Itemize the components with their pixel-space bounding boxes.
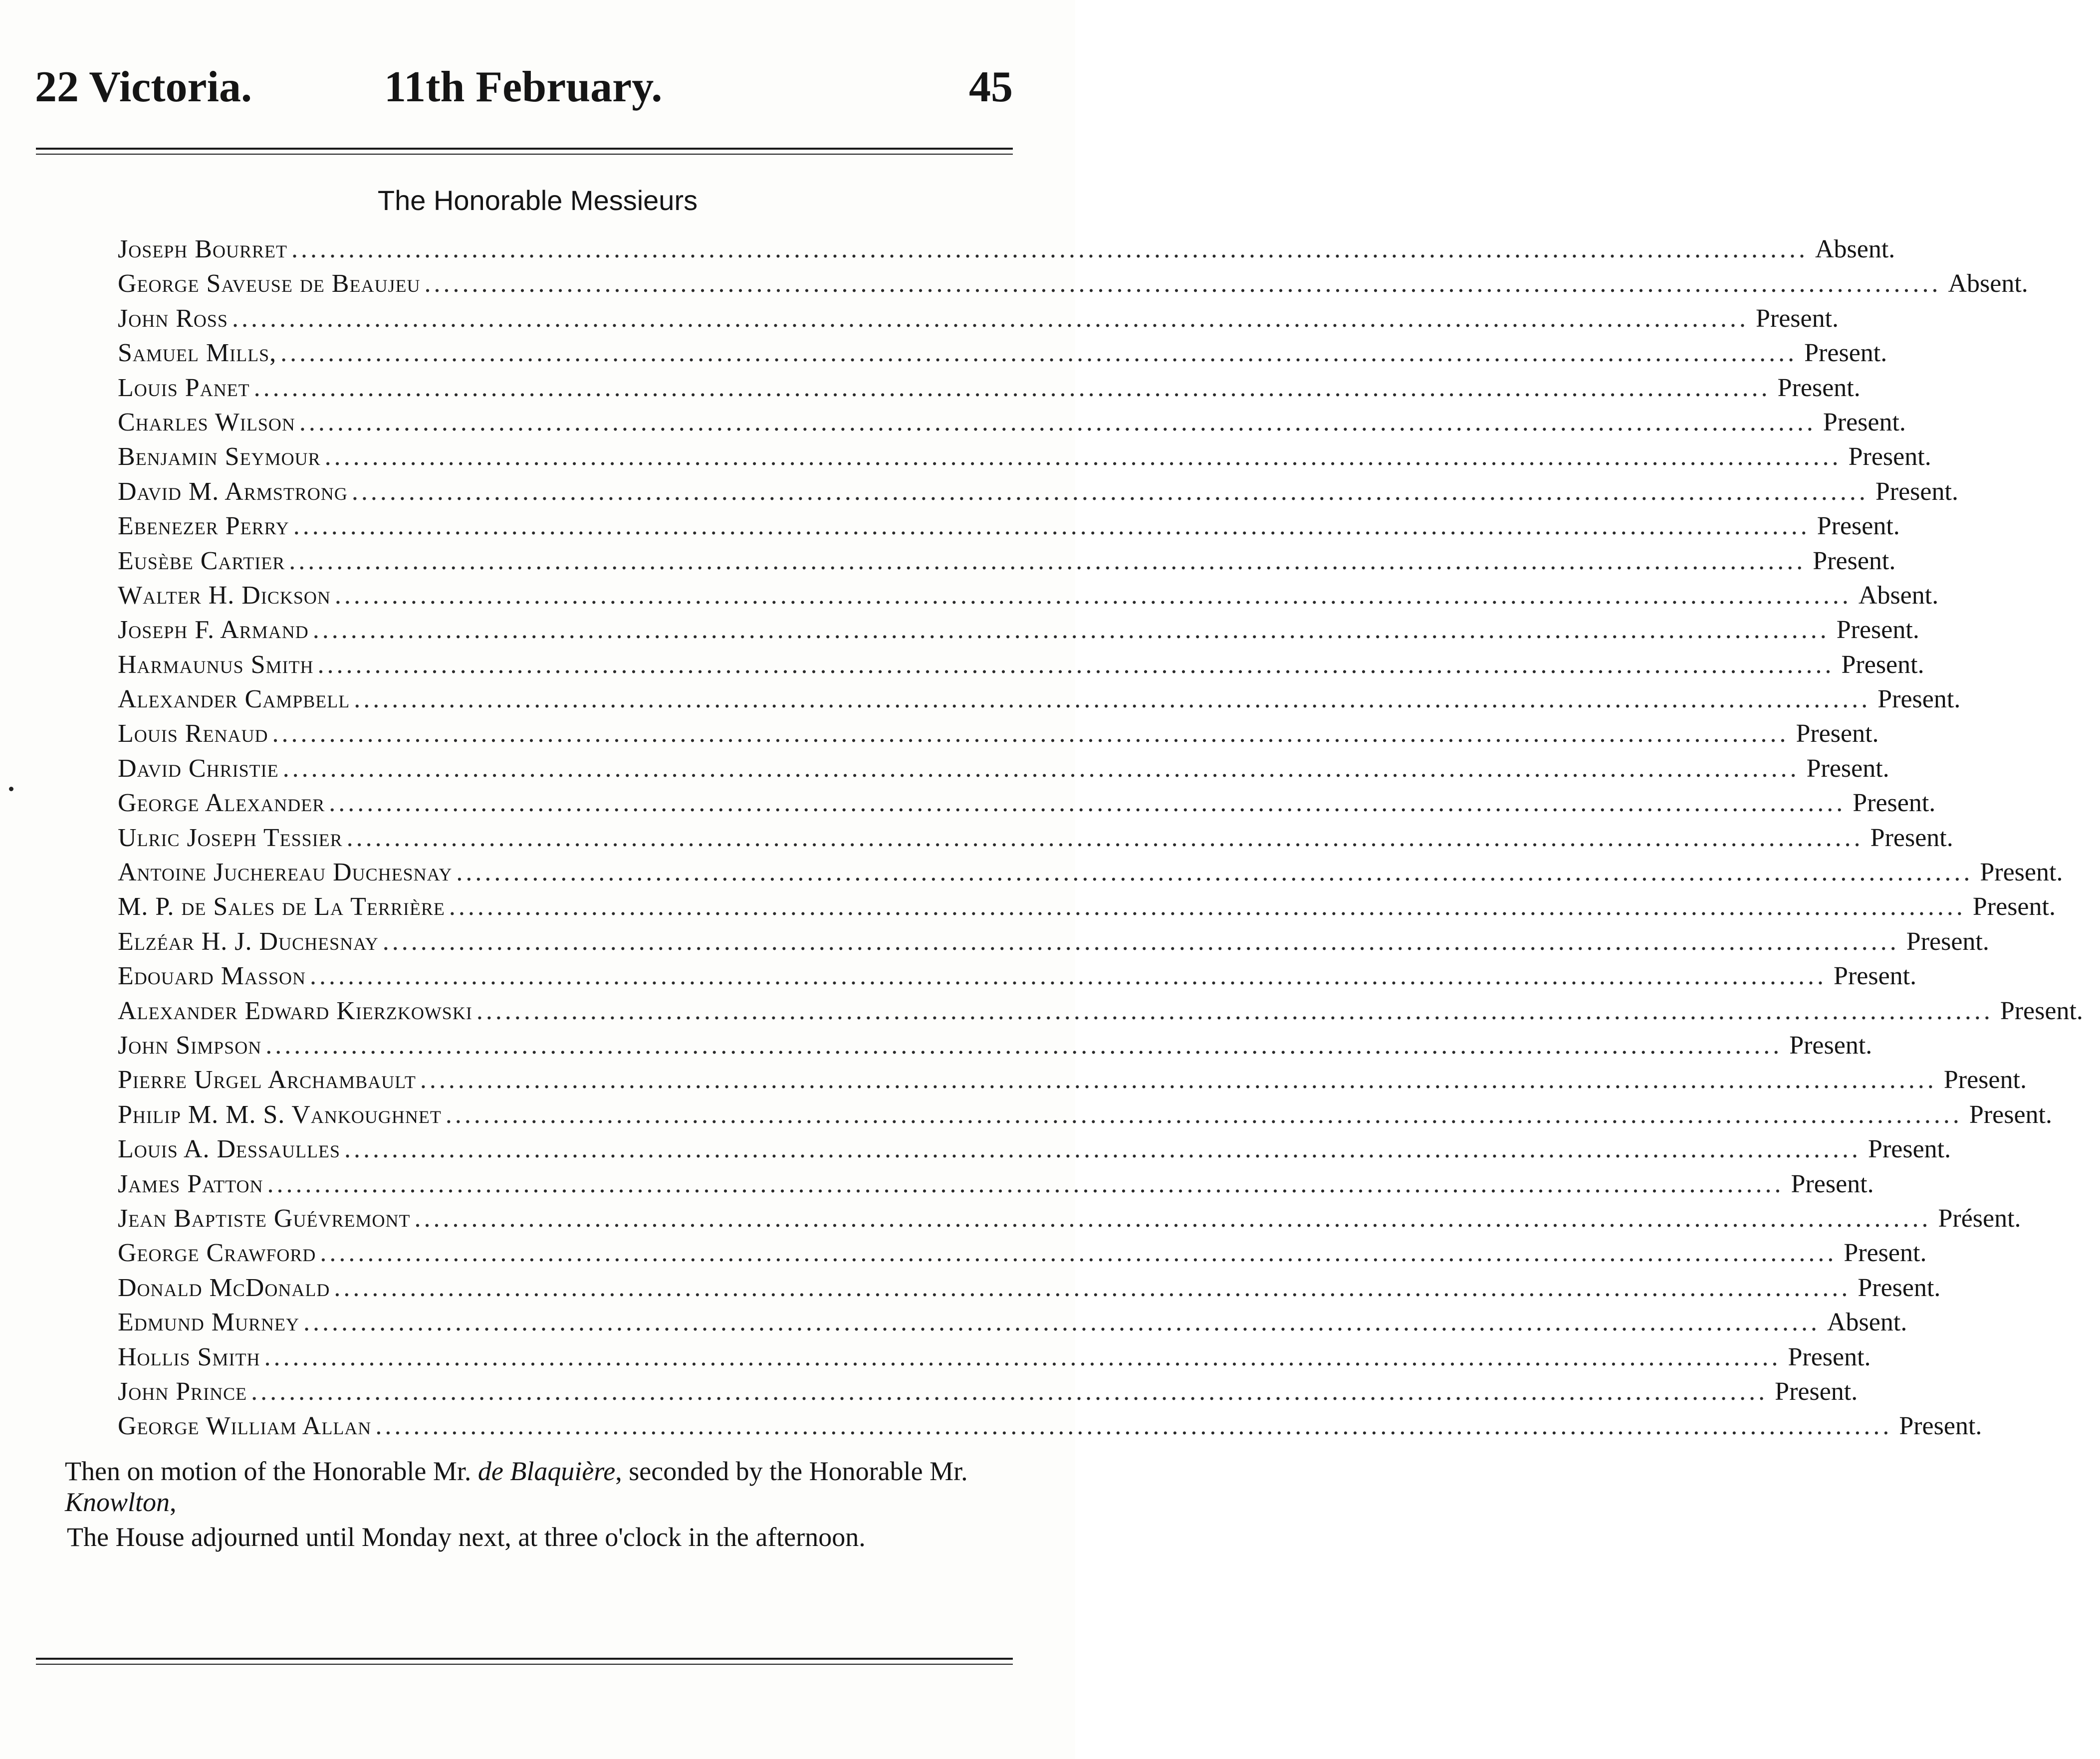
attendance-status: Present.: [1875, 477, 1958, 506]
dot-leader: ................................................................................................................................................................: [272, 719, 1789, 748]
dot-leader: ................................................................................................................................................................: [414, 1204, 1931, 1233]
roster-row: [118, 1201, 2021, 1236]
dot-leader: ................................................................................................................................................................: [310, 962, 1827, 991]
dot-leader: ................................................................................................................................................................: [382, 927, 1899, 956]
roster-row: [118, 578, 1939, 613]
dot-leader: ................................................................................................................................................................: [420, 1066, 1937, 1095]
dot-leader: ................................................................................................................................................................: [264, 1342, 1781, 1371]
motion-seconder: Knowlton: [65, 1487, 170, 1517]
attendance-status: Present.: [1788, 1342, 1871, 1371]
member-name: Harmaunus Smith: [118, 650, 314, 679]
attendance-status: Absent.: [1815, 235, 1895, 263]
member-name: Edmund Murney: [118, 1308, 299, 1337]
roster-heading: The Honorable Messieurs: [377, 185, 698, 216]
attendance-status: Present.: [1853, 789, 1936, 818]
member-name: David M. Armstrong: [118, 477, 348, 506]
motion-prefix: Then on motion of the Honorable Mr.: [65, 1456, 478, 1486]
roster-row: [118, 336, 1887, 370]
member-name: Antoine Juchereau Duchesnay: [118, 858, 453, 887]
member-name: Louis Panet: [118, 373, 250, 402]
dot-leader: ................................................................................................................................................................: [334, 1273, 1851, 1302]
attendance-status: Present.: [1848, 442, 1931, 471]
attendance-status: Present.: [1969, 1100, 2052, 1129]
dot-leader: ................................................................................................................................................................: [334, 581, 1852, 610]
roster-row: [118, 959, 1917, 993]
dot-leader: ................................................................................................................................................................: [291, 235, 1808, 263]
running-head-session: 22 Victoria.: [35, 63, 252, 111]
attendance-status: Present.: [1789, 1031, 1872, 1060]
attendance-status: Absent.: [1948, 269, 2028, 298]
member-name: Louis A. Dessaulles: [118, 1135, 341, 1164]
roster-row: [118, 821, 1953, 855]
attendance-status: Present.: [1834, 962, 1917, 991]
roster-row: [118, 544, 1896, 578]
roster-row: [118, 1236, 1927, 1270]
roster-row: [118, 509, 1900, 543]
member-name: George Saveuse de Beaujeu: [118, 269, 421, 298]
roster-row: [118, 1305, 1907, 1339]
attendance-status: Present.: [1980, 858, 2063, 887]
roster-row: [118, 301, 1839, 336]
dot-leader: ................................................................................................................................................................: [351, 477, 1868, 506]
roster-row: [118, 1063, 2027, 1097]
dot-leader: ................................................................................................................................................................: [445, 1100, 1962, 1129]
member-name: Donald McDonald: [118, 1273, 330, 1302]
dot-leader: ................................................................................................................................................................: [303, 1308, 1820, 1337]
dot-leader: ................................................................................................................................................................: [344, 1135, 1862, 1164]
roster-row: [118, 648, 1924, 682]
roster-row: [118, 232, 1895, 266]
member-name: George William Allan: [118, 1412, 372, 1441]
attendance-status: Present.: [1943, 1066, 2027, 1095]
dot-leader: ................................................................................................................................................................: [329, 789, 1846, 818]
attendance-status: Present.: [1813, 546, 1896, 575]
dot-leader: ................................................................................................................................................................: [424, 269, 1941, 298]
attendance-status: Absent.: [1827, 1308, 1907, 1337]
member-name: M. P. de Sales de La Terrière: [118, 892, 445, 921]
member-name: George Alexander: [118, 789, 325, 818]
attendance-status: Present.: [1806, 754, 1889, 783]
motion-mover: de Blaquière: [477, 1456, 616, 1486]
member-name: Charles Wilson: [118, 408, 295, 437]
motion-paragraph: [65, 1456, 1013, 1518]
roster-row: [118, 1340, 1871, 1374]
member-name: John Ross: [118, 304, 228, 333]
dot-leader: ................................................................................................................................................................: [280, 339, 1798, 368]
attendance-status: Present.: [1858, 1273, 1941, 1302]
attendance-status: Present.: [1841, 650, 1924, 679]
roster-row: [118, 1374, 1858, 1409]
attendance-status: Present.: [1804, 339, 1887, 368]
dot-leader: ................................................................................................................................................................: [251, 1377, 1768, 1406]
dot-leader: ................................................................................................................................................................: [324, 442, 1842, 471]
member-name: Alexander Edward Kierzkowski: [118, 996, 472, 1025]
member-name: Edouard Masson: [118, 962, 306, 991]
roster-row: [118, 682, 1961, 716]
dot-leader: ................................................................................................................................................................: [289, 546, 1806, 575]
attendance-status: Present.: [1755, 304, 1839, 333]
motion-suffix: ,: [170, 1487, 177, 1517]
member-name: Philip M. M. S. Vankoughnet: [118, 1100, 442, 1129]
motion-middle: , seconded by the Honorable Mr.: [615, 1456, 968, 1486]
dot-leader: ................................................................................................................................................................: [253, 373, 1771, 402]
footer-rule: [36, 1658, 1013, 1665]
member-name: Alexander Campbell: [118, 685, 350, 714]
attendance-status: Present.: [2000, 996, 2083, 1025]
attendance-status: Present.: [1836, 616, 1919, 645]
running-head: [35, 60, 1013, 115]
dot-leader: ................................................................................................................................................................: [293, 512, 1810, 541]
roster-row: [118, 716, 1879, 751]
roster-row: [118, 1271, 1941, 1305]
roster-row: [118, 786, 1936, 820]
attendance-status: Present.: [1791, 1169, 1874, 1198]
adjournment-paragraph: The House adjourned until Monday next, at three o'clock in the afternoon.: [67, 1522, 866, 1552]
attendance-status: Present.: [1777, 373, 1861, 402]
attendance-status: Present.: [1906, 927, 1989, 956]
attendance-status: Présent.: [1938, 1204, 2021, 1233]
running-head-date: 11th February.: [384, 63, 663, 111]
attendance-status: Present.: [1972, 892, 2056, 921]
header-rule: [36, 148, 1013, 155]
member-name: Eusèbe Cartier: [118, 546, 285, 575]
dot-leader: ................................................................................................................................................................: [354, 685, 1871, 714]
dot-leader: ................................................................................................................................................................: [449, 892, 1966, 921]
member-name: Benjamin Seymour: [118, 442, 321, 471]
dot-leader: ................................................................................................................................................................: [232, 304, 1749, 333]
dot-leader: ................................................................................................................................................................: [282, 754, 1800, 783]
member-name: David Christie: [118, 754, 279, 783]
member-name: Samuel Mills,: [118, 339, 277, 368]
dot-leader: ................................................................................................................................................................: [476, 996, 1993, 1025]
dot-leader: ................................................................................................................................................................: [317, 650, 1835, 679]
roster-row: [118, 613, 1919, 647]
dot-leader: ................................................................................................................................................................: [320, 1239, 1837, 1268]
roster-row: [118, 266, 2028, 301]
member-name: Elzéar H. J. Duchesnay: [118, 927, 379, 956]
dot-leader: ................................................................................................................................................................: [267, 1169, 1784, 1198]
roster-row: [118, 855, 2063, 889]
member-name: Ebenezer Perry: [118, 512, 289, 541]
attendance-status: Present.: [1899, 1412, 1982, 1441]
member-name: Joseph F. Armand: [118, 616, 309, 645]
roster-row: [118, 924, 1989, 959]
dot-leader: ................................................................................................................................................................: [265, 1031, 1783, 1060]
attendance-status: Present.: [1796, 719, 1879, 748]
print-speck: [9, 787, 13, 791]
member-name: Walter H. Dickson: [118, 581, 331, 610]
attendance-status: Present.: [1844, 1239, 1927, 1268]
roster-row: [118, 371, 1861, 405]
attendance-status: Present.: [1868, 1135, 1951, 1164]
dot-leader: ................................................................................................................................................................: [346, 823, 1864, 852]
member-name: George Crawford: [118, 1239, 316, 1268]
member-name: James Patton: [118, 1169, 263, 1198]
dot-leader: ................................................................................................................................................................: [299, 408, 1816, 437]
roster-row: [118, 1028, 1872, 1063]
member-name: Jean Baptiste Guévremont: [118, 1204, 411, 1233]
member-name: Louis Renaud: [118, 719, 268, 748]
member-name: Ulric Joseph Tessier: [118, 823, 343, 852]
attendance-status: Present.: [1877, 685, 1961, 714]
member-name: John Simpson: [118, 1031, 262, 1060]
dot-leader: ................................................................................................................................................................: [456, 858, 1973, 887]
attendance-status: Present.: [1775, 1377, 1858, 1406]
roster-row: [118, 474, 1958, 509]
member-name: Pierre Urgel Archambault: [118, 1066, 416, 1095]
page-number: 45: [969, 63, 1013, 111]
roster-row: [118, 751, 1889, 786]
attendance-status: Present.: [1870, 823, 1953, 852]
dot-leader: ................................................................................................................................................................: [312, 616, 1830, 645]
member-name: John Prince: [118, 1377, 247, 1406]
member-name: Joseph Bourret: [118, 235, 287, 263]
roster-row: [118, 405, 1906, 440]
roster-row: [118, 1167, 1874, 1201]
member-name: Hollis Smith: [118, 1342, 260, 1371]
roster-row: [118, 1132, 1951, 1166]
attendance-roster: [118, 232, 2083, 1444]
attendance-status: Present.: [1823, 408, 1906, 437]
roster-row: [118, 1098, 2052, 1132]
roster-row: [118, 440, 1931, 474]
roster-row: [118, 1409, 1982, 1443]
attendance-status: Present.: [1817, 512, 1900, 541]
dot-leader: ................................................................................................................................................................: [375, 1412, 1892, 1441]
attendance-status: Absent.: [1858, 581, 1939, 610]
roster-row: [118, 889, 2056, 924]
roster-row: [118, 994, 2083, 1028]
